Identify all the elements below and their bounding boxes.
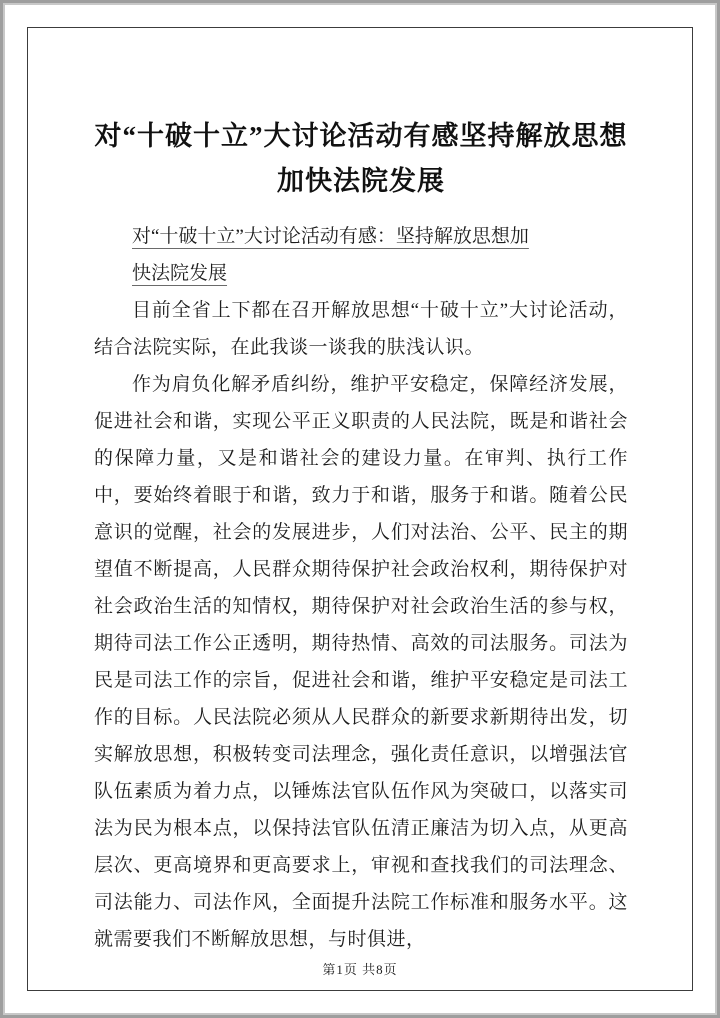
- document-body: [94, 292, 628, 958]
- document-title: [94, 114, 628, 204]
- paragraph: 作为肩负化解矛盾纠纷，维护平安稳定，保障经济发展，促进社会和谐，实现公平正义职责的人民法院，既是和谐社会的保障力量，又是和谐社会的建设力量。在审判、执行工作中，要始终着眼于和谐，致力于和谐，服务于和谐。随着公民意识的觉醒，社会的发展进步，人们对法治、公平、民主的期望值不断提高，人民群众期待保护社会政治权利，期待保护对社会政治生活的知情权，期待保护对社会政治生活的参与权，期待司法工作公正透明，期待热情、高效的司法服务。司法为民是司法工作的宗旨，促进社会和谐，维护平安稳定是司法工作的目标。人民法院必须从人民群众的新要求新期待出发，切实解放思想，积极转变司法理念，强化责任意识，以增强法官队伍素质为着力点，以锤炼法官队伍作风为突破口，以落实司法为民为根本点，以保持法官队伍清正廉洁为切入点，从更高层次、更高境界和更高要求上，审视和查找我们的司法理念、司法能力、司法作风，全面提升法院工作标准和服务水平。这就需要我们不断解放思想，与时俱进，: [94, 374, 628, 950]
- subtitle-line-2: 快法院发展: [132, 263, 228, 284]
- document-subtitle: [94, 218, 628, 292]
- page-sheet: [27, 27, 693, 991]
- title-line-2: 加快法院发展: [277, 166, 445, 196]
- paragraph: 目前全省上下都在召开解放思想“十破十立”大讨论活动，结合法院实际，在此我谈一谈我的肤浅认识。: [94, 300, 628, 358]
- subtitle-line-1: 对“十破十立”大讨论活动有感：坚持解放思想加: [132, 226, 529, 247]
- title-line-1: 对“十破十立”大讨论活动有感坚持解放思想: [94, 121, 628, 151]
- footer-page-number: 第1页 共8页: [322, 962, 398, 977]
